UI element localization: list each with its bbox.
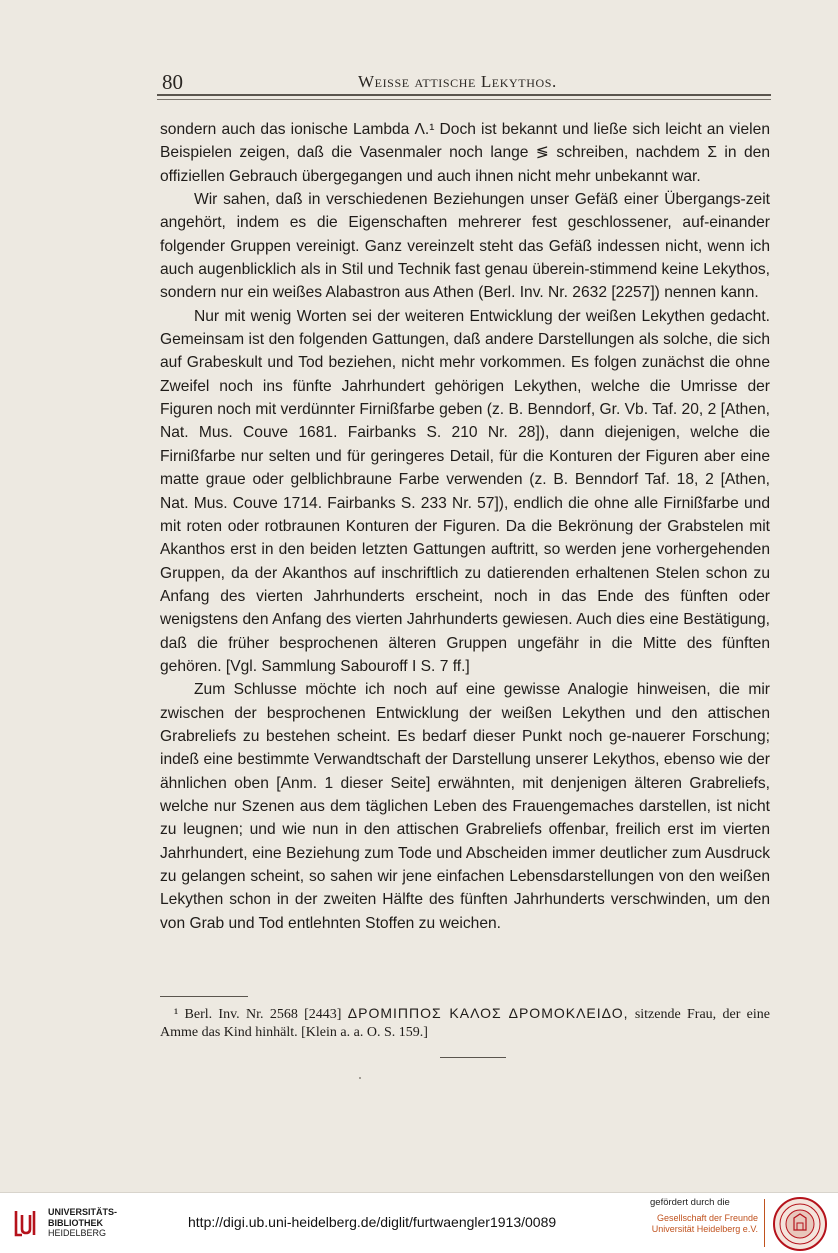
print-speck: [359, 1077, 361, 1079]
closing-rule: [440, 1057, 506, 1058]
library-line-2: BIBLIOTHEK: [48, 1217, 103, 1228]
library-line-3: HEIDELBERG: [48, 1228, 107, 1238]
header-rule-thin: [157, 99, 771, 100]
library-line-1: UNIVERSITÄTS-: [48, 1207, 118, 1217]
sponsor-label: gefördert durch die: [650, 1197, 730, 1208]
sponsor-divider: [764, 1199, 765, 1247]
paragraph: Wir sahen, daß in verschiedenen Beziehungen unser Gefäß einer Übergangs-zeit angehört, indem es die Eigenschaften mehrerer fest geschlossener, auf-einander folgender Gruppen vereinigt. Ganz vereinzelt steht das Gefäß indessen nicht, wenn ich auch augenblicklich als in Stil und Technik fast genau überein-stimmend keine Lekythos, sondern nur ein weißes Alabastron aus Athen (Berl. Inv. Nr. 2632 [2257]) nennen kann.: [160, 191, 770, 302]
permalink-url[interactable]: http://digi.ub.uni-heidelberg.de/diglit/furtwaengler1913/0089: [188, 1214, 557, 1230]
university-seal-icon: [772, 1196, 828, 1252]
header-rule: [157, 94, 771, 96]
sponsor-line-2: Universität Heidelberg e.V.: [651, 1224, 758, 1234]
library-logo-icon: [10, 1207, 40, 1239]
footnote: [160, 1004, 770, 1042]
footnote-prefix: ¹ Berl. Inv. Nr. 2568 [2443]: [174, 1007, 342, 1022]
footnote-rule: [160, 996, 248, 997]
paragraph: Zum Schlusse möchte ich noch auf eine gewisse Analogie hinweisen, die mir zwischen der besprochenen Entwicklung der weißen Lekythen und den attischen Grabreliefs zu bestehen scheint. Es bedarf dieser Punkt noch ge-nauerer Forschung; indeß eine bestimmte Verwandtschaft der Darstellung unserer Lekythos, ebenso wie der ähnlichen oben [Anm. 1 dieser Seite] erwähnten, mit denjenigen älteren Grabreliefs, welche nur Szenen aus dem täglichen Leben des Frauengemaches darstellen, ist nicht zu leugnen; und wie nun in den attischen Grabreliefs offenbar, freilich erst im vierten Jahrhundert, eine Beziehung zum Tode und Abscheiden immer deutlicher zum Ausdruck zu gelangen scheint, so sahen wir jene einfachen Lebensdarstellungen von den weißen Lekythen schon in der zweiten Hälfte des fünften Jahrhunderts verschwinden, um den von Grab und Tod entlehnten Stoffen zu weichen.: [160, 681, 770, 932]
sponsor-line-1: Gesellschaft der Freunde: [656, 1213, 758, 1223]
sponsor-name: [650, 1213, 758, 1235]
page-number: 80: [162, 70, 183, 94]
footer-bar: [0, 1192, 838, 1253]
library-name: [48, 1207, 117, 1239]
paragraph: Nur mit wenig Worten sei der weiteren Entwicklung der weißen Lekythen gedacht. Gemeinsam ist den folgenden Gattungen, daß andere Darstellungen als solche, die sich auf Grabeskult und Tod beziehen, nicht mehr vorkommen. Es folgen zunächst die ohne Zweifel noch ins fünfte Jahrhundert gehörigen Lekythen, welche die Umrisse der Figuren noch mit verdünnter Firnißfarbe geben (z. B. Benndorf, Gr. Vb. Taf. 20, 2 [Athen, Nat. Mus. Couve 1681. Fairbanks S. 210 Nr. 28]), dann diejenigen, welche die Firnißfarbe nur selten und für geringeres Detail, für die Konturen der Figuren aber eine matte graue oder gelblichbraune Farbe verwenden (z. B. Benndorf Taf. 18, 2 [Athen, Nat. Mus. Couve 1714. Fairbanks S. 233 Nr. 57]), endlich die ohne alle Firnißfarbe und mit roten oder rotbraunen Konturen der Figuren. Da die Bekrönung der Grabstelen mit Akanthos erst in den beiden letzten Gattungen auftritt, so werden jene vorhergehenden Gruppen, da der Akanthos auf inschriftlich zu datierenden erhaltenen Stelen schon zu Anfang des vierten Jahrhunderts erscheint, noch in das Ende des fünften oder wenigstens den Anfang des vierten Jahrhunderts gewiesen. Auch dies eine Bestätigung, daß die früher besprochenen älteren Gruppen ungefähr in die Mitte des fünften gehören. [Vgl. Sammlung Sabouroff I S. 7 ff.]: [160, 307, 770, 675]
running-head: [158, 64, 772, 94]
paragraph: sondern auch das ionische Lambda Λ.¹ Doch ist bekannt und ließe sich leicht an vielen Beispielen zeigen, daß die Vasenmaler noch lange ≶ schreiben, nachdem Σ in den offiziellen Gebrauch übergegangen und auch ihnen nicht mehr unbekannt war.: [160, 121, 770, 185]
footnote-suffix: sitzende Frau, der eine Amme das Kind hinhält. [Klein a. a. O. S. 159.]: [160, 1007, 771, 1040]
running-title: Weisse attische Lekythos.: [358, 72, 557, 91]
body-text: [160, 118, 770, 935]
greek-inscription: ΔΡΟΜΙΠΠΟΣ ΚΑΛΟΣ ΔΡΟΜΟΚΛΕΙΔΟ,: [347, 1005, 629, 1021]
